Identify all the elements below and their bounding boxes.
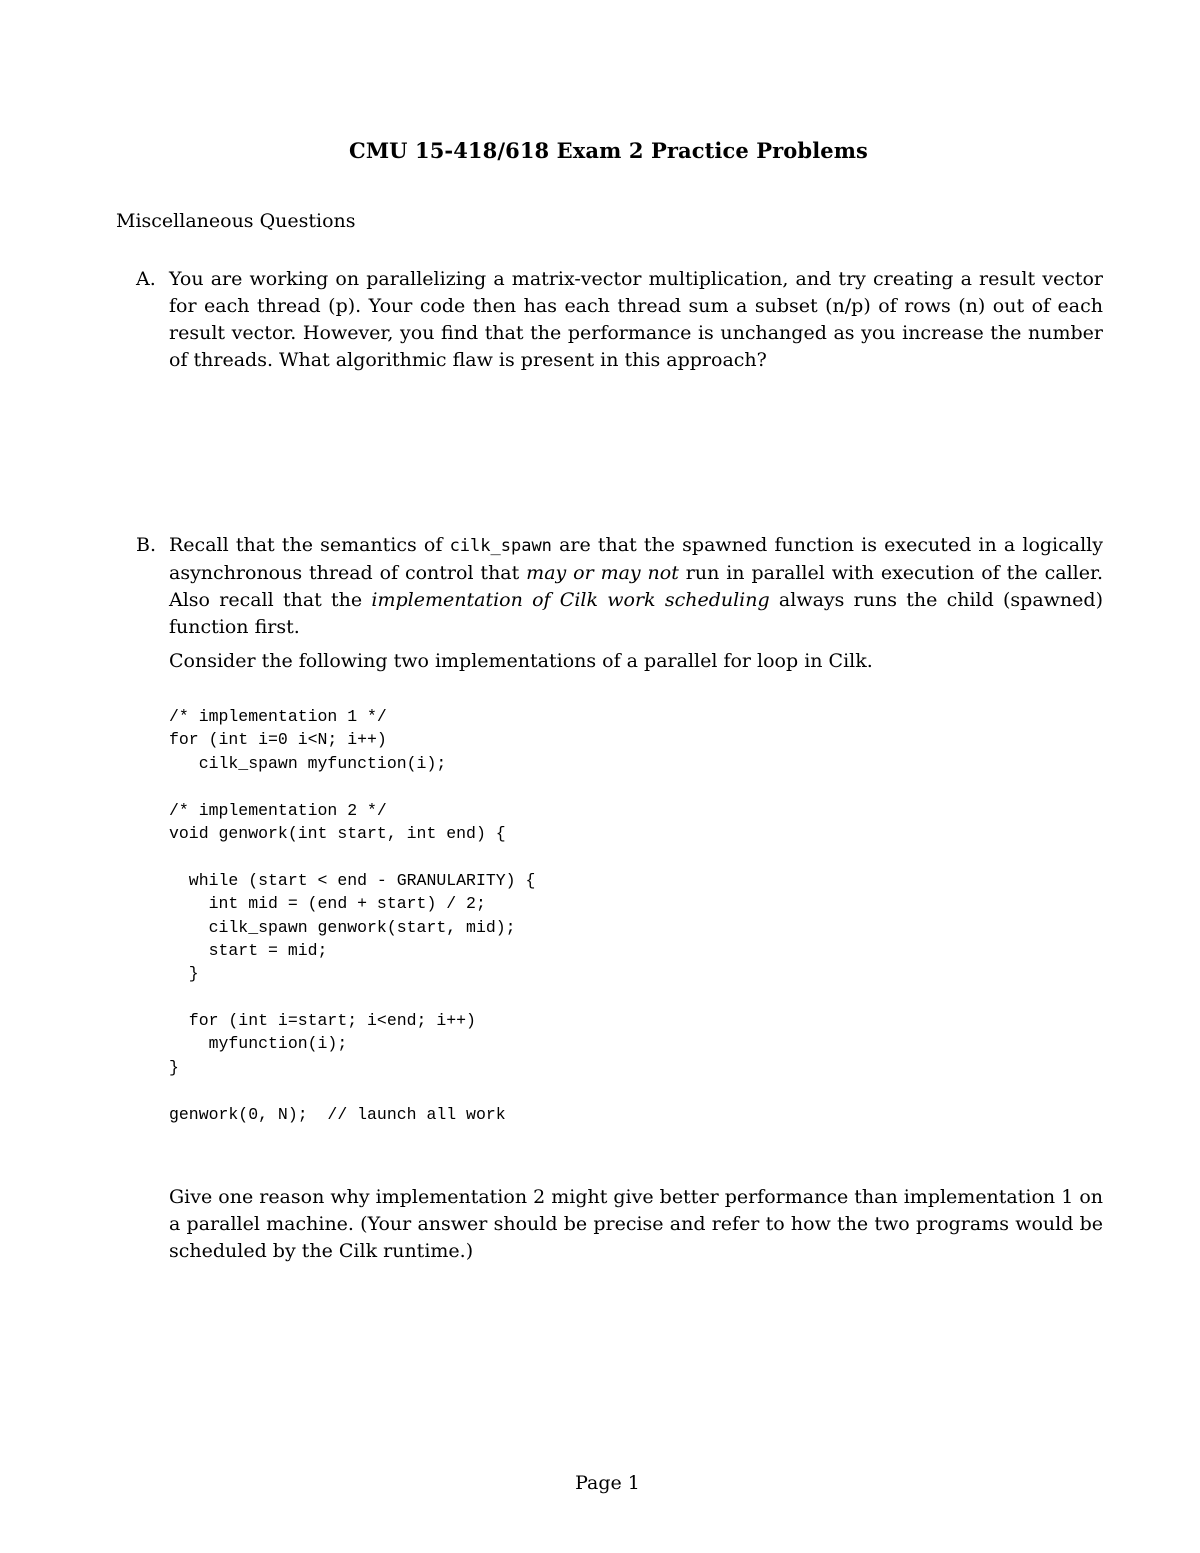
- intro-text-1: Recall that the semantics of: [169, 534, 450, 556]
- cilk-spawn-keyword: cilk_spawn: [449, 536, 552, 556]
- code-line: /* implementation 1 */: [169, 707, 387, 726]
- intro-text-2: are that the spawned function is executed in a logically asynchronous thread of control that: [169, 534, 1103, 584]
- code-line: for (int i=0 i<N; i++): [169, 730, 387, 750]
- code-line: [169, 775, 535, 798]
- question-b-label: B.: [136, 534, 157, 556]
- code-line: for (int i=start; i<end; i++): [169, 1011, 476, 1031]
- code-line: }: [169, 1057, 179, 1077]
- emphasis-may-or-may-not: may or may not: [526, 562, 679, 584]
- code-line: int mid = (end + start) / 2;: [169, 894, 486, 914]
- code-line: cilk_spawn myfunction(i);: [169, 753, 447, 773]
- code-line: myfunction(i);: [169, 1034, 348, 1054]
- code-line: while (start < end - GRANULARITY) {: [169, 870, 536, 890]
- code-line: /* implementation 2 */: [169, 800, 387, 820]
- code-line: void genwork(int start, int end) {: [169, 823, 506, 843]
- section-heading: Miscellaneous Questions: [116, 210, 356, 232]
- code-line: }: [169, 964, 199, 984]
- page-number: Page 1: [575, 1472, 640, 1494]
- question-a-text: You are working on parallelizing a matrix-vector multiplication, and try creating a result vector for each thread (p). Your code then has each thread sum a subset (n/p) of rows (n) out of each result vector. However, you find that the performance is unchanged as you increase the number of threads. What algorithmic flaw is present in this approach?: [169, 268, 1103, 371]
- emphasis-implementation: implementation of Cilk work scheduling: [371, 589, 770, 611]
- code-block: [169, 705, 535, 1126]
- code-line: start = mid;: [169, 940, 328, 960]
- code-line: [169, 986, 535, 1009]
- intro-text-4: always runs the child (spawned) function first.: [169, 589, 1103, 638]
- question-b-intro: [169, 532, 1103, 641]
- code-line: [169, 1079, 535, 1102]
- code-line: genwork(0, N); // launch all work: [169, 1104, 506, 1124]
- question-b-consider: Consider the following two implementations of a parallel for loop in Cilk.: [169, 650, 873, 672]
- code-line: cilk_spawn genwork(start, mid);: [169, 917, 516, 937]
- question-b-prompt: Give one reason why implementation 2 might give better performance than implementation 1 on a parallel machine. (Your answer should be precise and refer to how the two programs would be scheduled by the Cilk runtime.): [169, 1186, 1103, 1262]
- question-a-label: A.: [136, 268, 156, 290]
- intro-text-3: run in parallel with execution of the caller. Also recall that the: [169, 562, 1104, 611]
- page-title: CMU 15-418/618 Exam 2 Practice Problems: [349, 138, 868, 163]
- code-line: [169, 845, 535, 868]
